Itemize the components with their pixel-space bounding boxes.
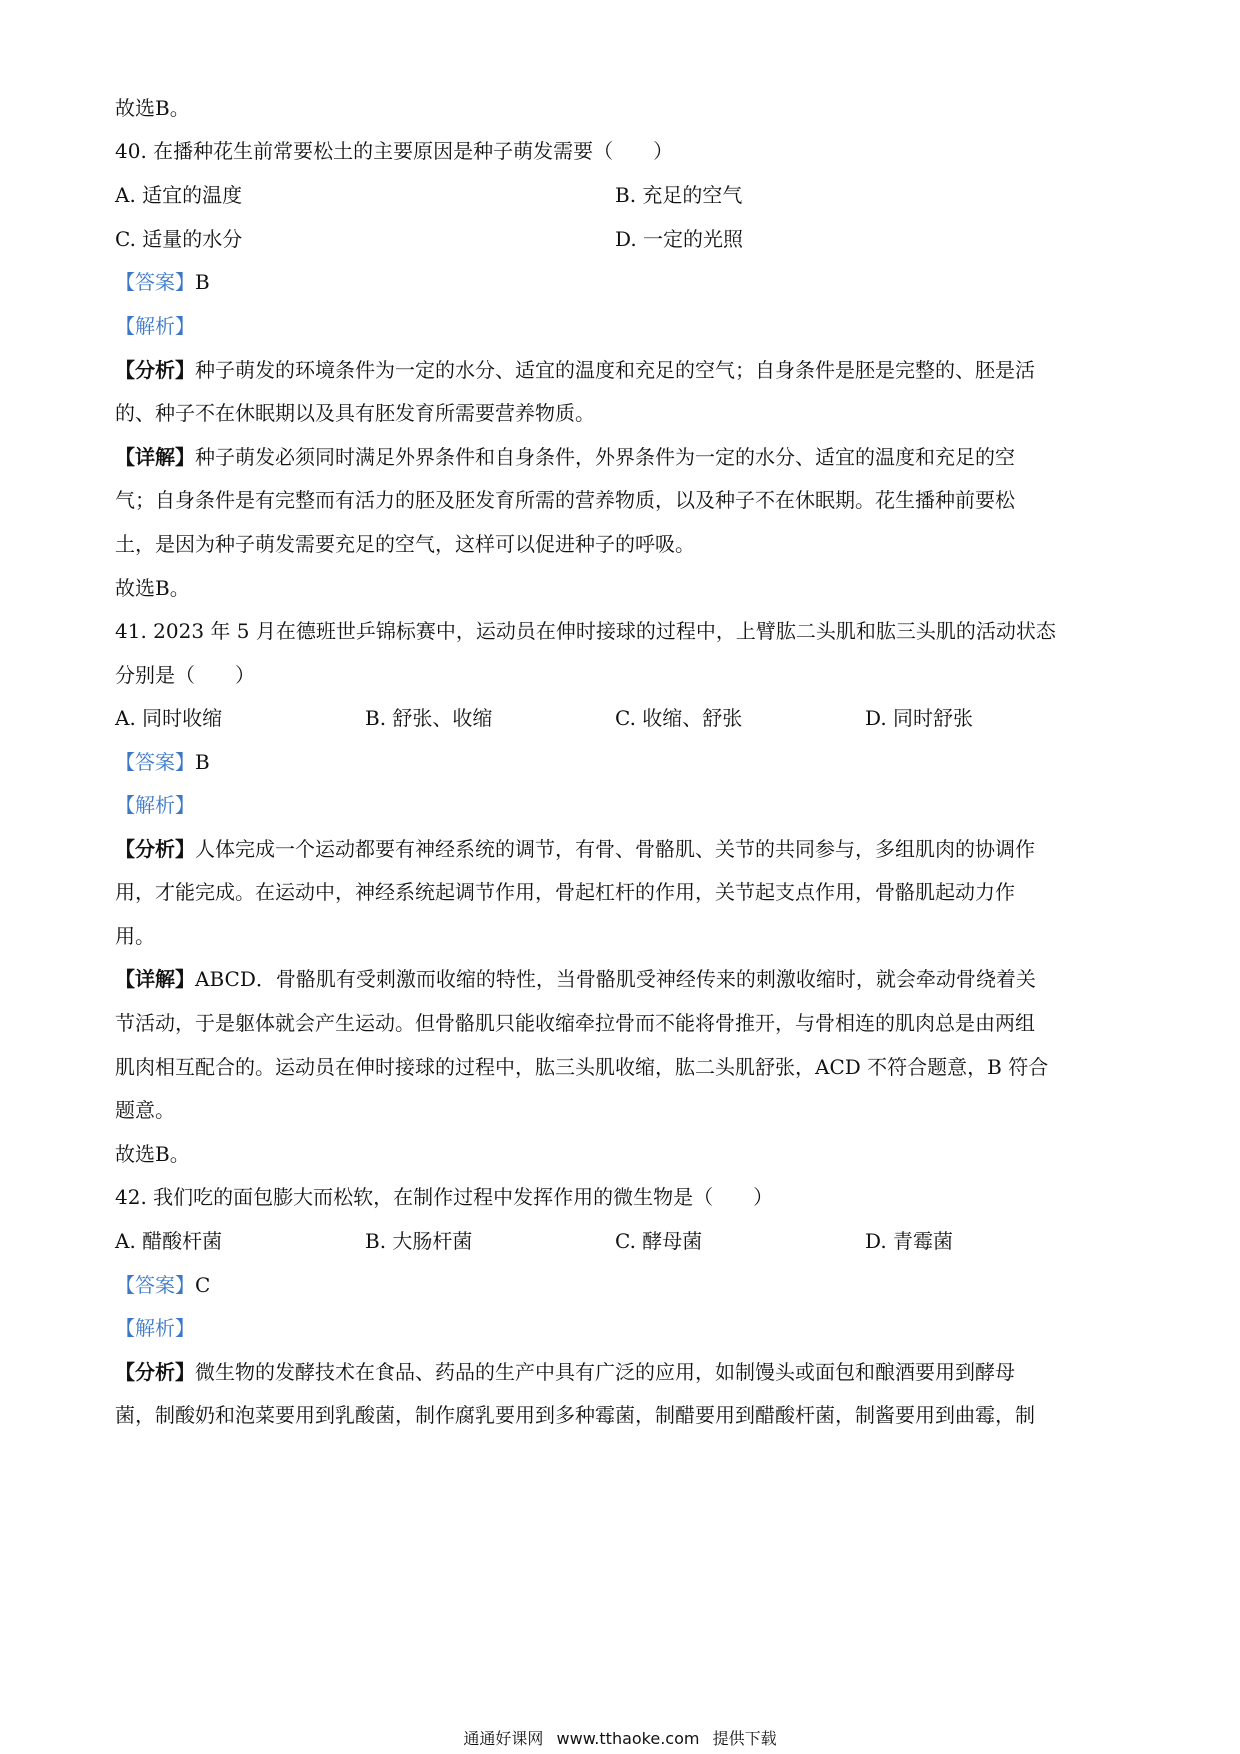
- q42-option-d: D. 青霉菌: [865, 1229, 954, 1253]
- q41-fenxi-line-2: 用，才能完成。在运动中，神经系统起调节作用，骨起杠杆的作用，关节起支点作用，骨骼肌起动力作: [115, 880, 1015, 904]
- question-41-stem-line-1: 41. 2023 年 5 月在德班世乒锦标赛中，运动员在伸时接球的过程中，上臂肱二头肌和肱三头肌的活动状态: [115, 619, 1056, 643]
- answer-tag: 【答案】: [115, 270, 195, 294]
- q40-answer: [115, 268, 1135, 296]
- fenxi-tag: 【分析】: [115, 1360, 195, 1384]
- footer-url[interactable]: www.tthaoke.com: [556, 1729, 700, 1748]
- q40-option-c: C. 适量的水分: [115, 227, 243, 251]
- footer-suffix: 提供下载: [712, 1729, 777, 1748]
- q40-conclusion: 故选B。: [115, 576, 190, 600]
- q40-xiangjie-line-1: [115, 443, 1135, 471]
- xiangjie-text: 种子萌发必须同时满足外界条件和自身条件，外界条件为一定的水分、适宜的温度和充足的空: [195, 445, 1015, 469]
- answer-value: B: [195, 750, 210, 774]
- q41-answer: [115, 748, 1135, 776]
- q41-xiangjie-line-4: 题意。: [115, 1098, 175, 1122]
- q41-xiangjie-line-3: 肌肉相互配合的。运动员在伸时接球的过程中，肱三头肌收缩，肱二头肌舒张，ACD 不符合题意，B 符合: [115, 1055, 1049, 1079]
- q41-option-a: A. 同时收缩: [115, 706, 223, 730]
- q42-option-a: A. 醋酸杆菌: [115, 1229, 223, 1253]
- q41-option-d: D. 同时舒张: [865, 706, 974, 730]
- fenxi-tag: 【分析】: [115, 837, 195, 861]
- q40-option-a: A. 适宜的温度: [115, 183, 243, 207]
- xiangjie-text: ABCD．骨骼肌有受刺激而收缩的特性，当骨骼肌受神经传来的刺激收缩时，就会牵动骨绕着关: [195, 967, 1036, 991]
- q40-fenxi-line-1: [115, 356, 1135, 384]
- xiangjie-tag: 【详解】: [115, 445, 195, 469]
- q41-conclusion: 故选B。: [115, 1142, 190, 1166]
- answer-value: B: [195, 270, 210, 294]
- q40-xiangjie-line-3: 土，是因为种子萌发需要充足的空气，这样可以促进种子的呼吸。: [115, 532, 695, 556]
- q41-fenxi-line-1: [115, 835, 1135, 863]
- q41-xiangjie-line-2: 节活动，于是躯体就会产生运动。但骨骼肌只能收缩牵拉骨而不能将骨推开，与骨相连的肌肉总是由两组: [115, 1011, 1035, 1035]
- q41-analysis-tag: 【解析】: [115, 793, 195, 817]
- q42-fenxi-line-1: [115, 1358, 1135, 1386]
- answer-tag: 【答案】: [115, 750, 195, 774]
- footer-site-name: 通通好课网: [463, 1729, 544, 1748]
- question-40-stem: 40. 在播种花生前常要松土的主要原因是种子萌发需要（ ）: [115, 139, 674, 163]
- q41-option-b: B. 舒张、收缩: [365, 706, 493, 730]
- q40-xiangjie-line-2: 气；自身条件是有完整而有活力的胚及胚发育所需的营养物质，以及种子不在休眠期。花生播种前要松: [115, 488, 1015, 512]
- q40-option-d: D. 一定的光照: [615, 227, 744, 251]
- q41-fenxi-line-3: 用。: [115, 924, 155, 948]
- q40-option-b: B. 充足的空气: [615, 183, 743, 207]
- fenxi-text: 人体完成一个运动都要有神经系统的调节，有骨、骨骼肌、关节的共同参与，多组肌肉的协调作: [195, 837, 1035, 861]
- q42-analysis-tag: 【解析】: [115, 1316, 195, 1340]
- fenxi-text: 微生物的发酵技术在食品、药品的生产中具有广泛的应用，如制馒头或面包和酿酒要用到酵母: [195, 1360, 1015, 1384]
- q41-option-c: C. 收缩、舒张: [615, 706, 743, 730]
- page-footer: [0, 1728, 1240, 1750]
- xiangjie-tag: 【详解】: [115, 967, 195, 991]
- fenxi-text: 种子萌发的环境条件为一定的水分、适宜的温度和充足的空气；自身条件是胚是完整的、胚是活: [195, 358, 1035, 382]
- q40-analysis-tag: 【解析】: [115, 314, 195, 338]
- answer-value: C: [195, 1273, 211, 1297]
- q42-option-c: C. 酵母菌: [615, 1229, 703, 1253]
- q42-answer: [115, 1271, 1135, 1299]
- q40-fenxi-line-2: 的、种子不在休眠期以及具有胚发育所需要营养物质。: [115, 401, 595, 425]
- answer-tag: 【答案】: [115, 1273, 195, 1297]
- conclusion-previous: 故选B。: [115, 96, 190, 120]
- fenxi-tag: 【分析】: [115, 358, 195, 382]
- q41-xiangjie-line-1: [115, 965, 1135, 993]
- question-42-stem: 42. 我们吃的面包膨大而松软，在制作过程中发挥作用的微生物是（ ）: [115, 1185, 774, 1209]
- question-41-stem-line-2: 分别是（ ）: [115, 663, 255, 687]
- q42-option-b: B. 大肠杆菌: [365, 1229, 473, 1253]
- q42-fenxi-line-2: 菌，制酸奶和泡菜要用到乳酸菌，制作腐乳要用到多种霉菌，制醋要用到醋酸杆菌，制酱要用到曲霉，制: [115, 1403, 1035, 1427]
